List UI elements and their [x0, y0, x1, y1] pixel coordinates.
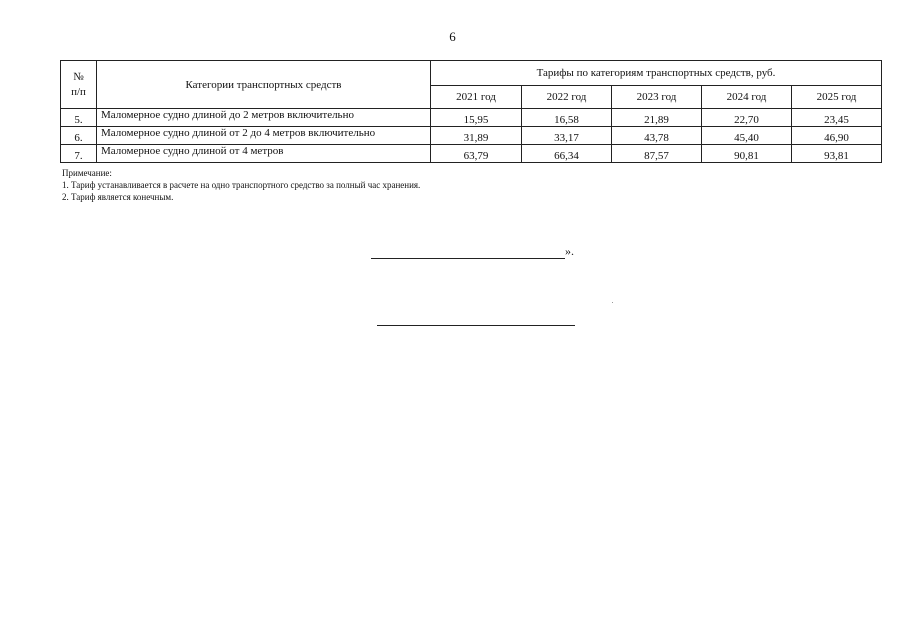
- row-value-2022: 16,58: [522, 109, 612, 127]
- page-number: 6: [449, 29, 456, 44]
- note-item: 2. Тариф является конечным.: [62, 192, 174, 202]
- end-separator-line: [377, 325, 575, 326]
- scan-speck: [612, 302, 613, 303]
- row-value-2024: 45,40: [702, 127, 792, 145]
- row-value-2021: 31,89: [431, 127, 522, 145]
- header-year-2021: 2021 год: [431, 86, 522, 109]
- tariff-table: [60, 60, 882, 163]
- row-value-2025: 23,45: [792, 109, 882, 127]
- closing-quote-mark: ».: [565, 244, 574, 258]
- header-year-2025: 2025 год: [792, 86, 882, 109]
- row-value-2025: 93,81: [792, 145, 882, 163]
- notes-title: Примечание:: [62, 168, 112, 178]
- closing-underline: [371, 244, 565, 259]
- closing-line: [371, 244, 574, 259]
- table-row: [61, 145, 882, 163]
- header-category: Категории транспортных средств: [97, 61, 431, 109]
- row-value-2021: 15,95: [431, 109, 522, 127]
- row-category: Маломерное судно длиной от 4 метров: [97, 145, 431, 163]
- row-number: 7.: [61, 145, 97, 163]
- row-value-2021: 63,79: [431, 145, 522, 163]
- row-number: 6.: [61, 127, 97, 145]
- table-row: [61, 127, 882, 145]
- row-value-2025: 46,90: [792, 127, 882, 145]
- row-category: Маломерное судно длиной от 2 до 4 метров включительно: [97, 127, 431, 145]
- row-value-2023: 43,78: [612, 127, 702, 145]
- row-value-2023: 21,89: [612, 109, 702, 127]
- header-tariffs-group: Тарифы по категориям транспортных средств, руб.: [431, 61, 882, 86]
- row-value-2022: 33,17: [522, 127, 612, 145]
- header-number-symbol: №: [73, 70, 84, 83]
- row-value-2024: 90,81: [702, 145, 792, 163]
- table-header-row: [61, 61, 882, 86]
- header-year-2023: 2023 год: [612, 86, 702, 109]
- header-year-2024: 2024 год: [702, 86, 792, 109]
- header-number-abbrev: п/п: [71, 85, 86, 98]
- row-value-2022: 66,34: [522, 145, 612, 163]
- notes-block: [62, 167, 420, 203]
- row-value-2024: 22,70: [702, 109, 792, 127]
- note-item: 1. Тариф устанавливается в расчете на одно транспортного средство за полный час хранения.: [62, 180, 421, 190]
- header-number: [61, 61, 97, 109]
- table-row: [61, 109, 882, 127]
- header-year-2022: 2022 год: [522, 86, 612, 109]
- row-number: 5.: [61, 109, 97, 127]
- row-category: Маломерное судно длиной до 2 метров включительно: [97, 109, 431, 127]
- row-value-2023: 87,57: [612, 145, 702, 163]
